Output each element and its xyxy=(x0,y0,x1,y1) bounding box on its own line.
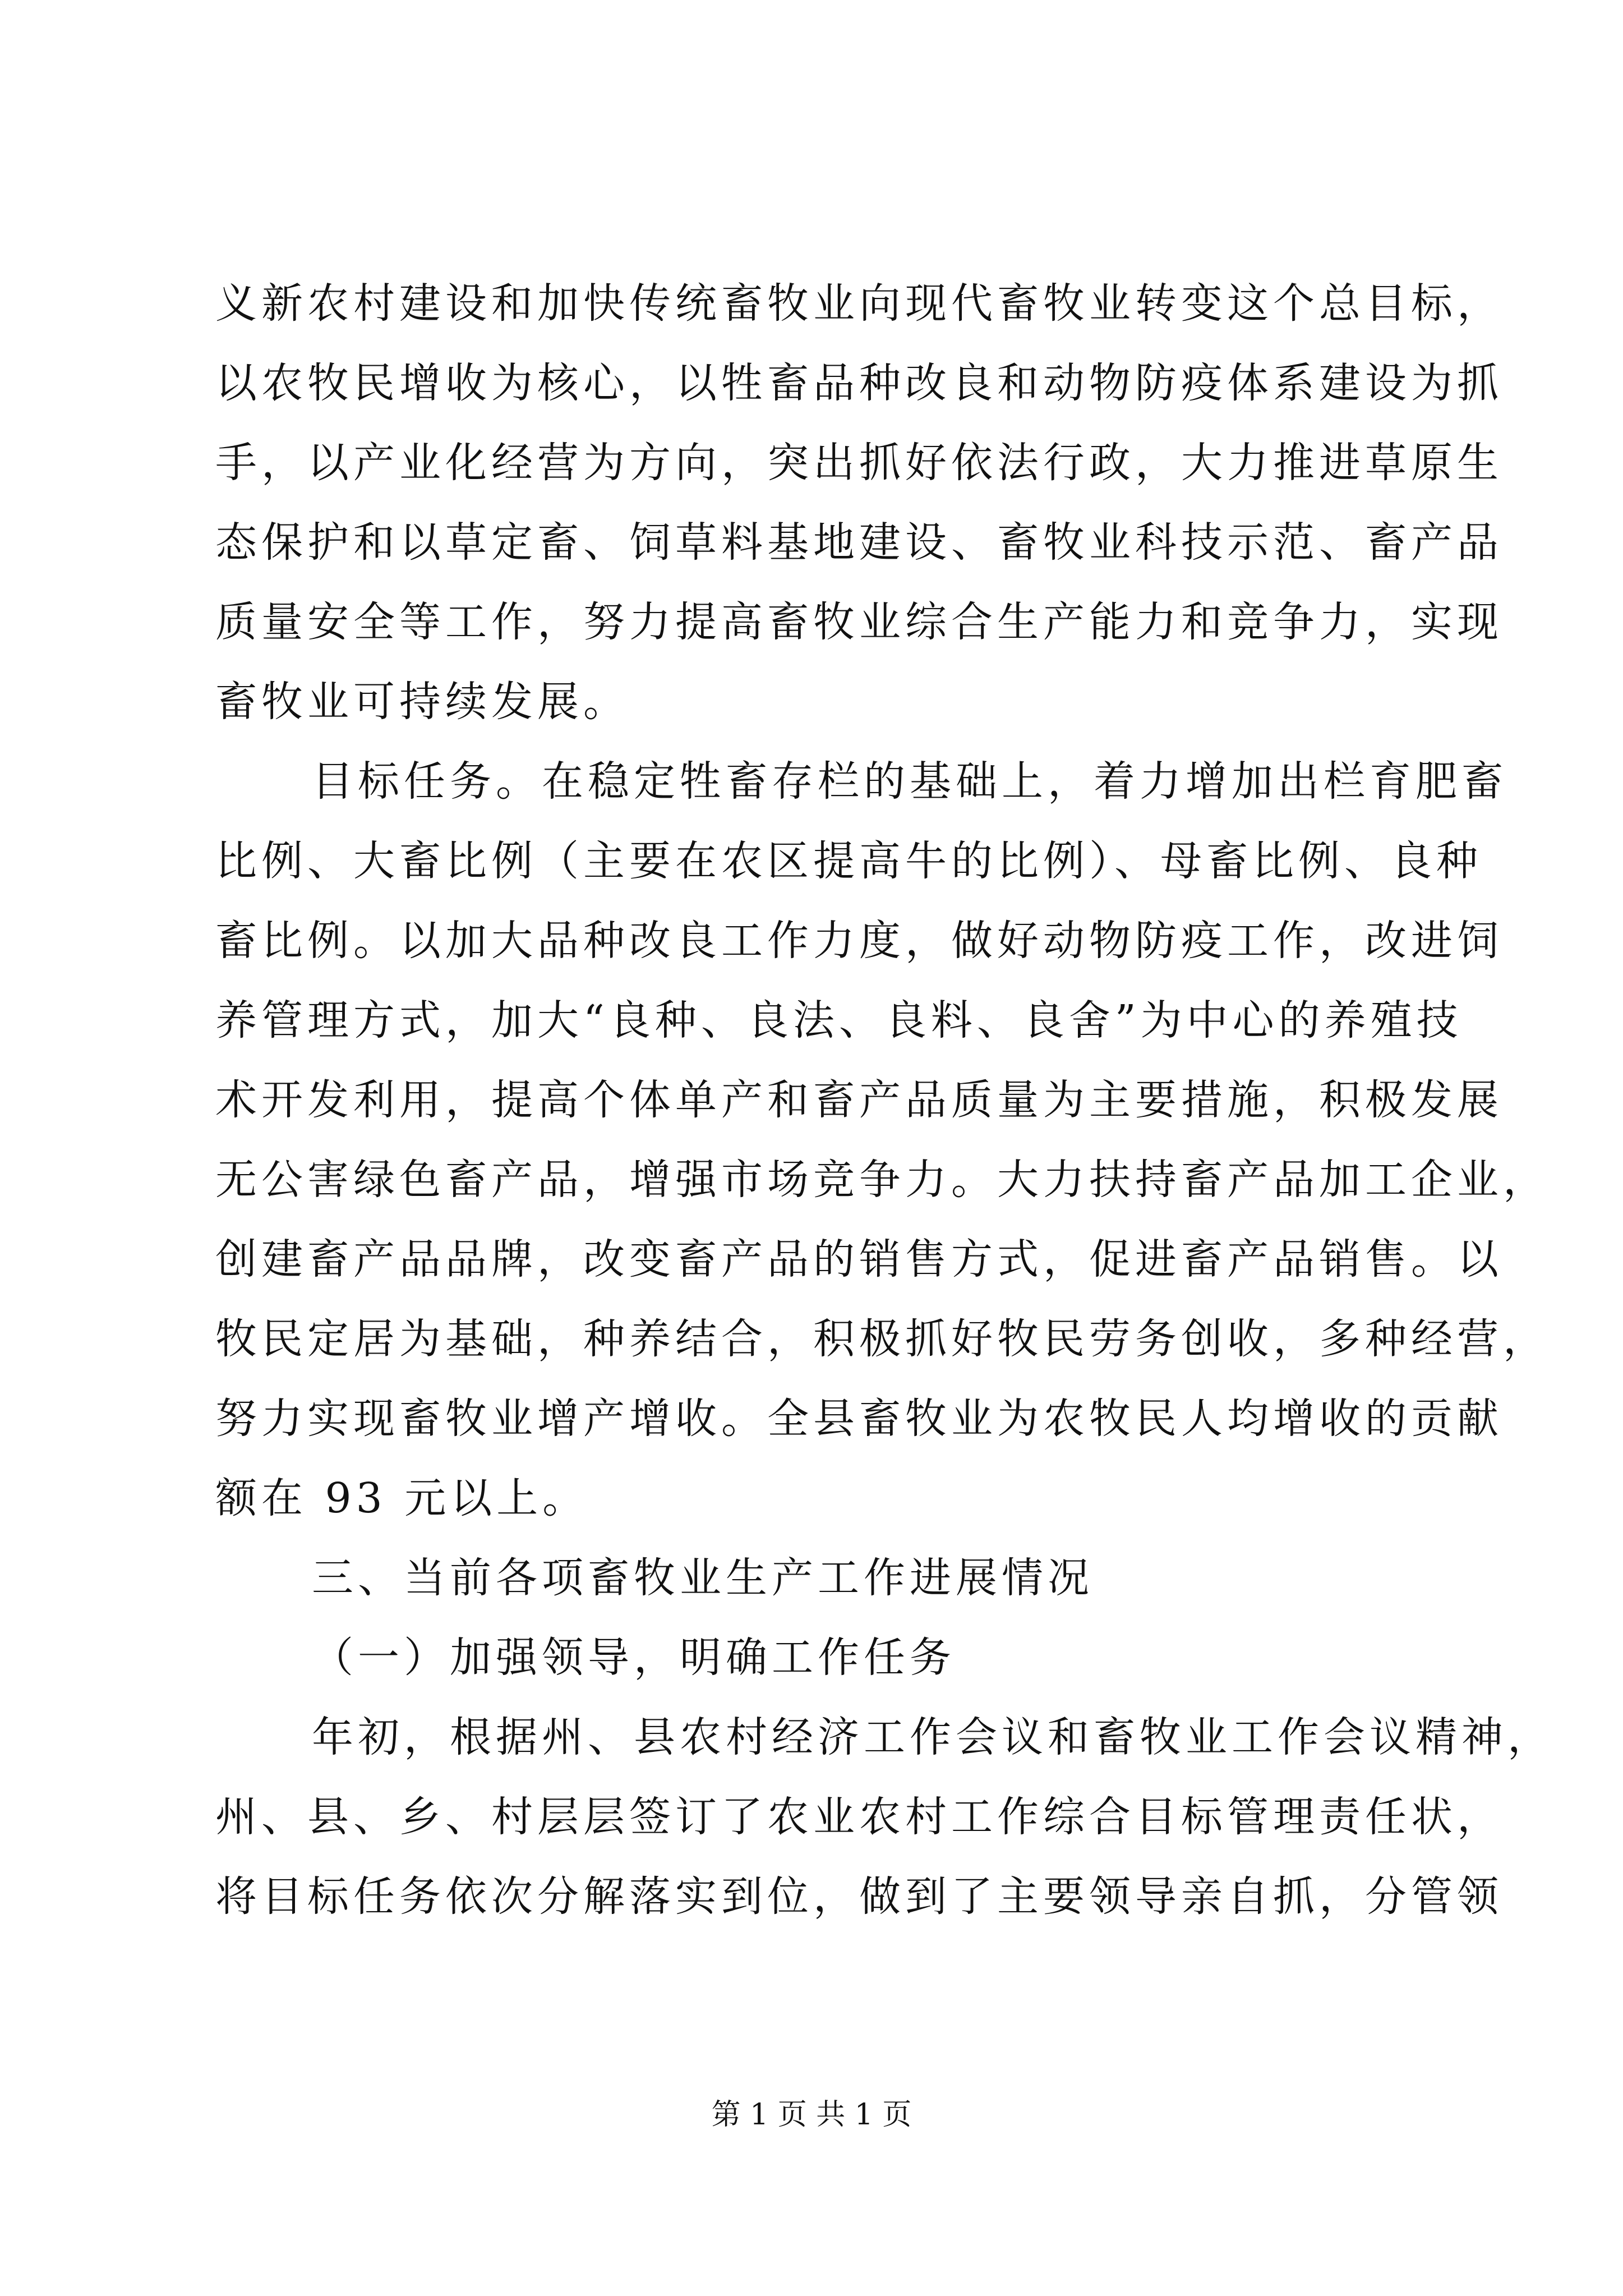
paragraph-line: 养管理方式，加大“良种、良法、良料、良舍”为中心的养殖技 xyxy=(215,996,1463,1045)
paragraph-line: 将目标任务依次分解落实到位，做到了主要领导亲自抓，分管领 xyxy=(215,1872,1503,1921)
paragraph-line: 比例、大畜比例（主要在农区提高牛的比例）、母畜比例、良种 xyxy=(215,837,1482,885)
paragraph-line: 术开发利用，提高个体单产和畜产品质量为主要措施，积极发展 xyxy=(215,1076,1503,1124)
paragraph-line: 质量安全等工作，努力提高畜牧业综合生产能力和竞争力，实现 xyxy=(215,598,1503,646)
document-body xyxy=(215,264,1553,1936)
paragraph-line: 手，以产业化经营为方向，突出抓好依法行政，大力推进草原生 xyxy=(215,439,1503,487)
paragraph-line: 态保护和以草定畜、饲草料基地建设、畜牧业科技示范、畜产品 xyxy=(215,518,1503,567)
paragraph-line: 额在 93 元以上。 xyxy=(215,1474,589,1522)
subsection-heading: （一）加强领导，明确工作任务 xyxy=(312,1634,956,1682)
page-footer: 第 1 页 共 1 页 xyxy=(711,2098,912,2132)
paragraph-line: 创建畜产品品牌，改变畜产品的销售方式，促进畜产品销售。以 xyxy=(215,1235,1503,1283)
paragraph-line: 以农牧民增收为核心，以牲畜品种改良和动物防疫体系建设为抓 xyxy=(215,359,1503,407)
paragraph-line: 努力实现畜牧业增产增收。全县畜牧业为农牧民人均增收的贡献 xyxy=(215,1395,1503,1443)
paragraph-line: 无公害绿色畜产品，增强市场竞争力。大力扶持畜产品加工企业， xyxy=(215,1156,1549,1204)
paragraph-line: 畜牧业可持续发展。 xyxy=(215,678,629,726)
paragraph-line: 牧民定居为基础，种养结合，积极抓好牧民劳务创收，多种经营， xyxy=(215,1315,1549,1363)
paragraph-line: 年初，根据州、县农村经济工作会议和畜牧业工作会议精神， xyxy=(312,1713,1553,1761)
paragraph-line: 州、县、乡、村层层签订了农业农村工作综合目标管理责任状， xyxy=(215,1793,1503,1841)
paragraph-line: 义新农村建设和加快传统畜牧业向现代畜牧业转变这个总目标， xyxy=(215,279,1503,328)
section-heading: 三、当前各项畜牧业生产工作进展情况 xyxy=(312,1554,1094,1602)
paragraph-line: 目标任务。在稳定牲畜存栏的基础上，着力增加出栏育肥畜 xyxy=(312,757,1507,806)
paragraph-line: 畜比例。以加大品种改良工作力度，做好动物防疫工作，改进饲 xyxy=(215,917,1503,965)
